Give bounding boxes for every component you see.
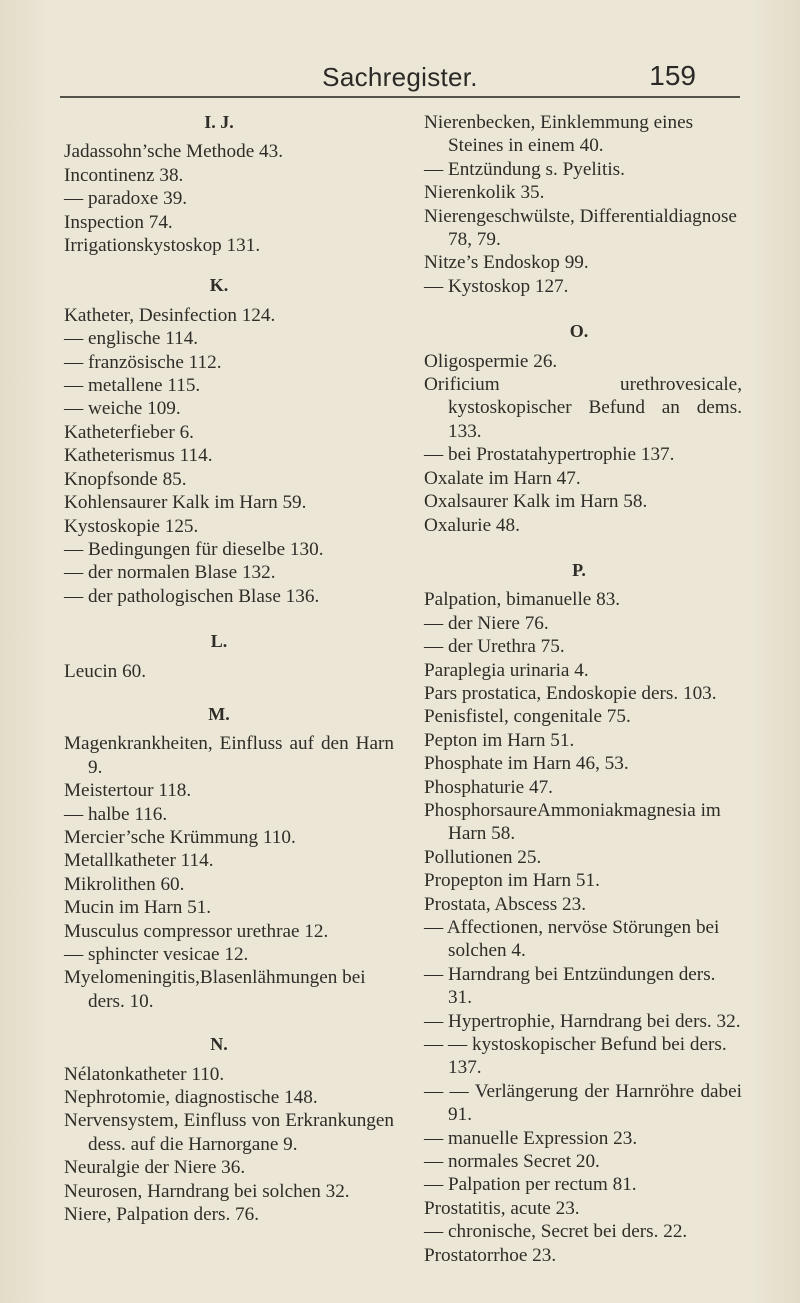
index-entry: Nephrotomie, diagnostische 148. xyxy=(64,1087,318,1109)
section-o xyxy=(424,320,742,537)
section-letter: L. xyxy=(210,631,228,652)
index-entry: Nélatonkatheter 110. xyxy=(64,1063,225,1085)
section-m xyxy=(64,703,394,1013)
index-entry: — der pathologischen Blase 136. xyxy=(64,585,320,607)
index-entry: — der Niere 76. xyxy=(424,612,549,634)
index-entry: Mucin im Harn 51. xyxy=(64,897,212,919)
index-entry: Pepton im Harn 51. xyxy=(424,729,575,751)
index-entry: — Palpation per rectum 81. xyxy=(424,1174,637,1196)
section-letter: P. xyxy=(572,559,586,580)
index-entry: Meistertour 118. xyxy=(64,780,192,802)
index-entry: — Harndrang bei Entzündungen ders. 31. xyxy=(424,963,716,1009)
index-entry: — paradoxe 39. xyxy=(64,188,188,210)
index-entry: Neuralgie der Niere 36. xyxy=(64,1157,246,1179)
running-title: Sachregister. xyxy=(322,62,478,92)
index-entry: Phosphaturie 47. xyxy=(424,776,553,798)
index-entry: — englische 114. xyxy=(64,328,199,350)
index-entry: Prostata, Abscess 23. xyxy=(424,893,587,915)
index-entry: Kystoskopie 125. xyxy=(64,515,199,537)
index-entry: Mercier’sche Krümmung 110. xyxy=(64,826,296,848)
index-entry: — Entzündung s. Pyelitis. xyxy=(424,158,625,180)
index-entry: — weiche 109. xyxy=(64,398,181,420)
index-entry: Nervensystem, Einfluss von Erkrankungen dess. auf die Harnorgane 9. xyxy=(64,1110,394,1155)
index-entry: Phosphate im Harn 46, 53. xyxy=(424,753,629,775)
index-entry: Inspection 74. xyxy=(64,211,173,233)
index-entry: — chronische, Secret bei ders. 22. xyxy=(424,1221,688,1243)
section-n xyxy=(64,1033,394,1226)
index-entry: Incontinenz 38. xyxy=(64,164,184,186)
index-entry: Niere, Palpation ders. 76. xyxy=(64,1204,260,1226)
index-entry: — der normalen Blase 132. xyxy=(64,562,276,584)
index-entry: Nierengeschwülste, Differentialdiagnose 78, 79. xyxy=(424,205,737,251)
section-letter: M. xyxy=(208,703,230,724)
index-entry: — halbe 116. xyxy=(64,803,168,825)
index-entry: — französische 112. xyxy=(64,351,222,373)
section-letter: O. xyxy=(569,321,589,342)
index-entry: Oxalurie 48. xyxy=(424,514,520,536)
index-entry: Knopfsonde 85. xyxy=(64,468,187,490)
section-k xyxy=(64,274,394,608)
index-entry: — Hypertrophie, Harndrang bei ders. 32. xyxy=(424,1010,741,1032)
header-rule xyxy=(60,96,740,98)
index-entry: Myelomeningitis,Blasenlähmungen bei ders. 10. xyxy=(64,967,366,1012)
index-entry: Orificium urethrovesicale, kystoskopischer Befund an dems. 133. xyxy=(424,374,742,442)
index-entry: Nierenbecken, Einklemmung eines Steines in einem 40. xyxy=(424,112,694,157)
index-entry: Propepton im Harn 51. xyxy=(424,870,600,892)
index-entry: Leucin 60. xyxy=(64,660,147,682)
page-number: 159 xyxy=(649,60,696,91)
index-entry: Nierenkolik 35. xyxy=(424,182,545,204)
index-entry: Kohlensaurer Kalk im Harn 59. xyxy=(64,492,307,514)
index-entry: Magenkrankheiten, Einfluss auf den Harn 9. xyxy=(64,733,394,778)
section-letter: N. xyxy=(210,1034,228,1055)
index-entry: Penisfistel, congenitale 75. xyxy=(424,706,631,728)
index-entry: — manuelle Expression 23. xyxy=(424,1127,638,1149)
right-column xyxy=(424,111,742,1267)
section-ij xyxy=(64,111,394,257)
index-entry: — der Urethra 75. xyxy=(424,636,565,658)
section-letter: I. J. xyxy=(204,112,234,132)
index-entry: Musculus compressor urethrae 12. xyxy=(64,920,329,942)
section-n-continued xyxy=(424,111,742,298)
index-entry: — bei Prostatahypertrophie 137. xyxy=(424,444,675,466)
index-entry: — Kystoskop 127. xyxy=(424,275,569,297)
section-letter: K. xyxy=(209,275,229,296)
index-entry: — — kystoskopischer Befund bei ders. 137. xyxy=(424,1034,727,1079)
index-entry: Irrigationskystoskop 131. xyxy=(64,235,261,257)
index-entry: — normales Secret 20. xyxy=(424,1151,600,1173)
index-entry: Mikrolithen 60. xyxy=(64,873,185,895)
index-entry: Palpation, bimanuelle 83. xyxy=(424,589,621,611)
index-entry: Pollutionen 25. xyxy=(424,846,542,868)
index-entry: Metallkatheter 114. xyxy=(64,850,214,872)
index-entry: Neurosen, Harndrang bei solchen 32. xyxy=(64,1180,350,1202)
index-entry: Paraplegia urinaria 4. xyxy=(424,659,589,681)
index-entry: — Affectionen, nervöse Störungen bei solchen 4. xyxy=(424,917,720,962)
index-entry: — — Verlängerung der Harnröhre dabei 91. xyxy=(424,1080,742,1126)
index-entry: — metallene 115. xyxy=(64,375,201,397)
index-entry: Jadassohn’sche Methode 43. xyxy=(64,141,284,163)
index-entry: PhosphorsaureAmmoniakmagnesia im Harn 58. xyxy=(424,799,721,845)
index-entry: Oligospermie 26. xyxy=(424,350,558,372)
index-entry: Prostatorrhoe 23. xyxy=(424,1244,557,1266)
index-entry: Nitze’s Endoskop 99. xyxy=(424,252,589,274)
index-entry: Pars prostatica, Endoskopie ders. 103. xyxy=(424,682,717,704)
index-entry: Katheter, Desinfection 124. xyxy=(64,304,276,326)
index-entry: Katheterismus 114. xyxy=(64,445,213,467)
index-entry: — Bedingungen für dieselbe 130. xyxy=(64,538,324,560)
index-entry: Prostatitis, acute 23. xyxy=(424,1197,580,1219)
index-entry: Oxalsaurer Kalk im Harn 58. xyxy=(424,491,648,513)
section-p xyxy=(424,559,742,1267)
section-l xyxy=(64,630,394,683)
index-entry: — sphincter vesicae 12. xyxy=(64,944,249,965)
index-entry: Katheterfieber 6. xyxy=(64,421,194,443)
index-entry: Oxalate im Harn 47. xyxy=(424,467,581,489)
left-column xyxy=(64,111,394,1226)
